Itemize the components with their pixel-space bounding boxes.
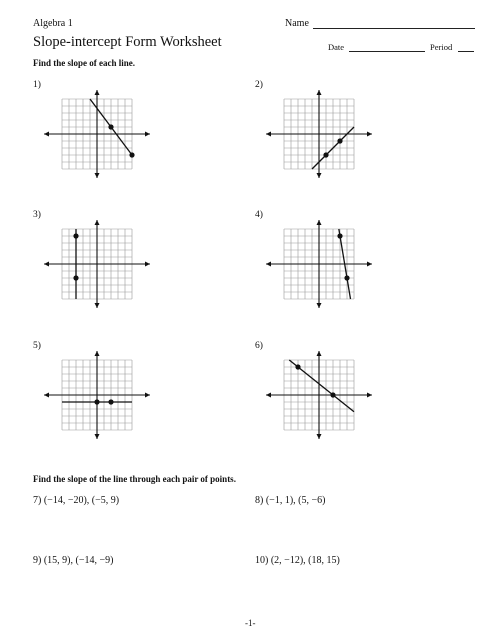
graph-point [337,138,342,143]
axis-arrow [44,393,49,398]
axis-arrow [367,132,372,137]
section1-instruction: Find the slope of each line. [33,58,136,68]
axis-arrow [95,434,100,439]
coordinate-graph [40,349,154,451]
problem-points: (−1, 1), (5, −6) [265,495,326,506]
name-field-line [313,28,475,29]
graph-point [73,275,78,280]
problem-number: 5) [33,341,41,351]
name-label: Name [285,18,309,29]
axis-arrow [95,173,100,178]
graph-point [108,399,113,404]
problem-number: 8) [255,495,264,506]
worksheet-title: Slope-intercept Form Worksheet [33,34,222,50]
problem-number: 7) [33,495,42,506]
problem-points: (15, 9), (−14, −9) [43,555,114,566]
problem-points: (2, −12), (18, 15) [270,555,340,566]
period-label: Period [430,42,453,52]
problem-number: 3) [33,210,41,220]
problem-item [255,555,340,566]
axis-arrow [317,434,322,439]
problem-item [33,555,113,566]
problem-points: (−14, −20), (−5, 9) [43,495,120,506]
axis-arrow [95,303,100,308]
coordinate-graph [262,349,376,451]
axis-arrow [145,132,150,137]
problem-item [33,495,119,506]
axis-arrow [266,132,271,137]
date-label: Date [328,42,345,52]
graph-point [337,233,342,238]
problem-number: 4) [255,210,263,220]
axis-arrow [145,262,150,267]
axis-arrow [317,90,322,95]
graph-point [94,399,99,404]
axis-arrow [317,173,322,178]
graph-point [323,152,328,157]
axis-arrow [44,262,49,267]
problem-number: 6) [255,341,263,351]
coordinate-graph [40,88,154,190]
axis-arrow [266,262,271,267]
axis-arrow [95,220,100,225]
page-number: -1- [245,618,256,628]
graph-point [129,152,134,157]
period-field-line [458,51,474,52]
date-field-line [349,51,425,52]
coordinate-graph [262,88,376,190]
axis-arrow [317,220,322,225]
axis-arrow [95,351,100,356]
coordinate-graph [262,218,376,320]
axis-arrow [44,132,49,137]
problem-number: 10) [255,555,269,566]
axis-arrow [317,303,322,308]
axis-arrow [317,351,322,356]
graph-point [108,124,113,129]
axis-arrow [266,393,271,398]
section2-instruction: Find the slope of the line through each pair of points. [33,474,236,484]
problem-number: 2) [255,80,263,90]
axis-arrow [367,262,372,267]
graph-point [295,364,300,369]
graph-point [330,392,335,397]
axis-arrow [145,393,150,398]
graph-point [344,275,349,280]
axis-arrow [95,90,100,95]
problem-number: 9) [33,555,42,566]
axis-arrow [367,393,372,398]
coordinate-graph [40,218,154,320]
graph-point [73,233,78,238]
problem-number: 1) [33,80,41,90]
problem-item [255,495,325,506]
course-label: Algebra 1 [33,18,73,29]
